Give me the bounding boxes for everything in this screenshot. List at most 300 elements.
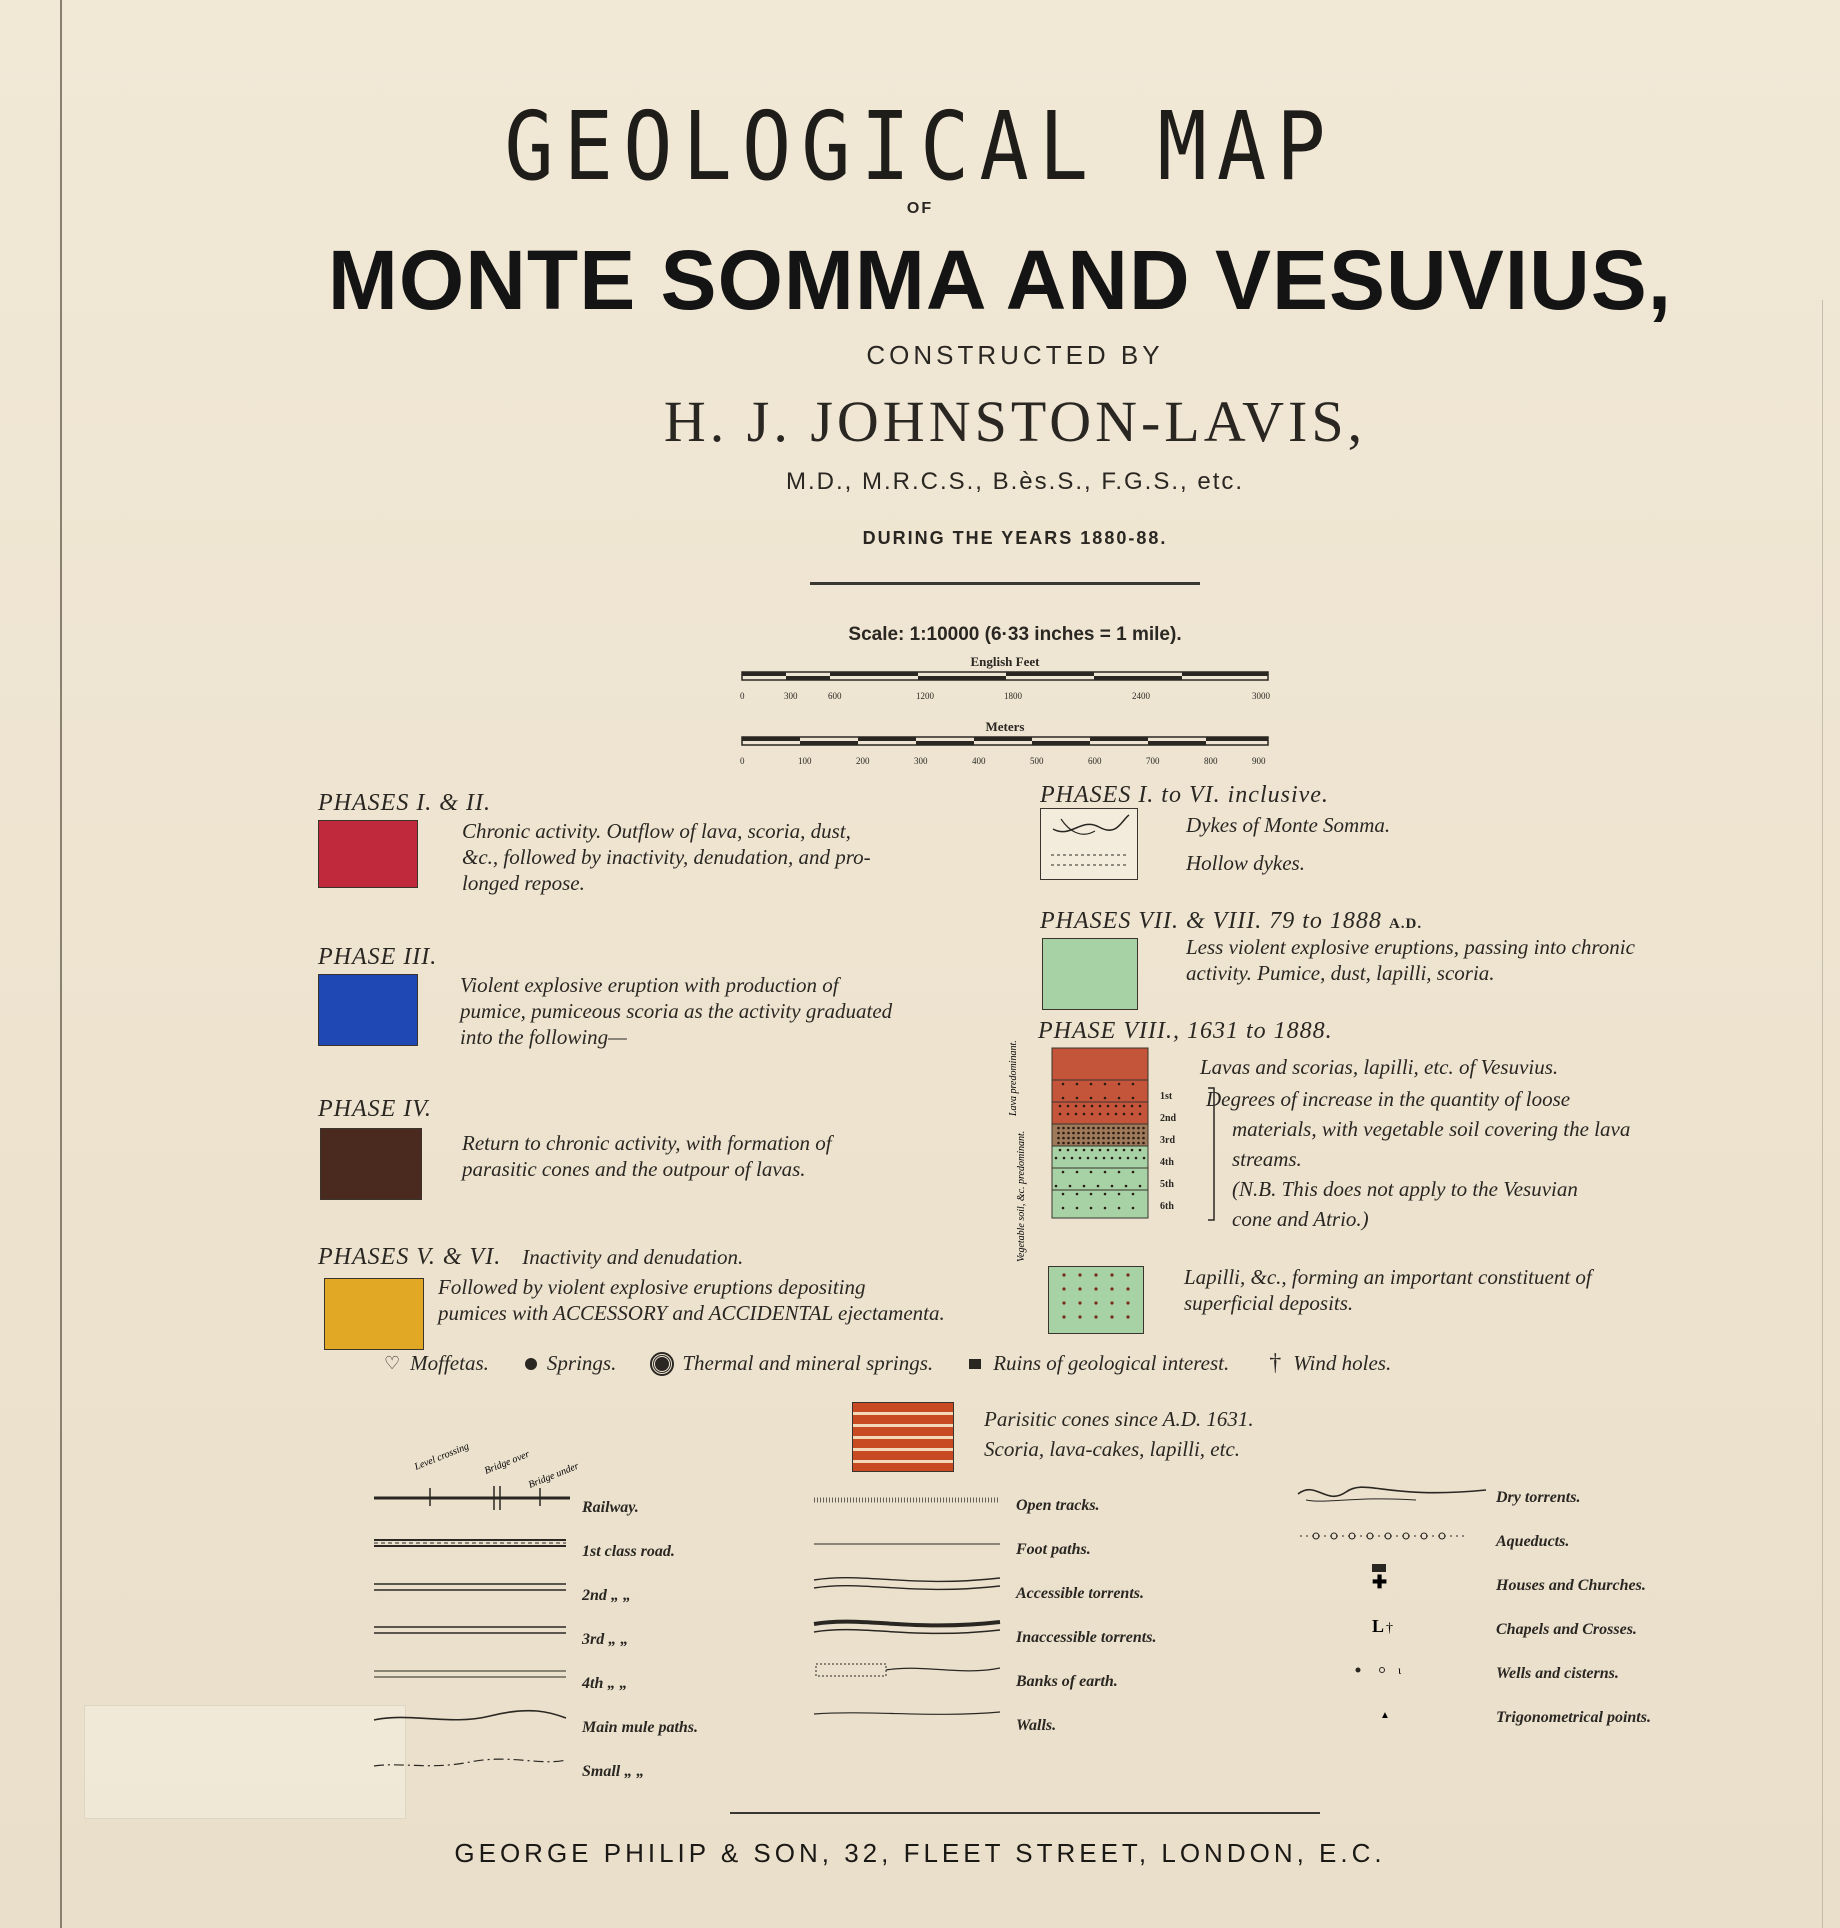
meter-tick: 0	[740, 756, 745, 766]
stack-dot	[1072, 1132, 1075, 1135]
legend-label: Banks of earth.	[1016, 1673, 1118, 1690]
feet-ticks	[740, 691, 1270, 709]
stack-dot	[1102, 1137, 1105, 1140]
feet-tick: 0	[740, 691, 745, 701]
stack-dot	[1057, 1137, 1060, 1140]
stack-dot	[1092, 1137, 1095, 1140]
phase-swatch	[318, 974, 418, 1046]
stack-dot	[1062, 1083, 1065, 1086]
phase-heading	[1040, 908, 1422, 935]
map-title-of: OF	[906, 200, 934, 217]
stack-dot	[1119, 1157, 1122, 1160]
stack-dot	[1132, 1127, 1135, 1130]
desc-line: Scoria, lava-cakes, lapilli, etc.	[984, 1437, 1241, 1461]
phase-heading: PHASES I. & II.	[318, 790, 491, 816]
lapilli-dot	[1094, 1315, 1097, 1318]
meters-scale-bar	[740, 735, 1270, 755]
ordinal: 3rd	[1160, 1135, 1175, 1146]
stack-dot	[1090, 1083, 1093, 1086]
stack-dot	[1087, 1127, 1090, 1130]
stack-dot	[1107, 1137, 1110, 1140]
desc-line: superficial deposits.	[1184, 1291, 1354, 1315]
stack-dot	[1055, 1157, 1058, 1160]
ordinals	[1160, 1086, 1176, 1218]
stack-dot	[1090, 1097, 1093, 1100]
stack-dot	[1142, 1127, 1145, 1130]
stack-dot	[1137, 1132, 1140, 1135]
meter-ticks	[740, 756, 1270, 774]
symbol-label: Ruins of geological interest.	[993, 1351, 1230, 1375]
stack-dot	[1097, 1132, 1100, 1135]
stack-dot	[1117, 1127, 1120, 1130]
stack-dot	[1118, 1207, 1121, 1210]
well-icon	[1356, 1668, 1361, 1673]
stack-dot	[1072, 1127, 1075, 1130]
stack-dot	[1079, 1157, 1082, 1160]
stack-dot	[1117, 1132, 1120, 1135]
lapilli-dot	[1126, 1301, 1129, 1304]
feet-tick: 600	[828, 691, 842, 701]
house-icon	[1372, 1564, 1386, 1572]
stack-dot	[1127, 1132, 1130, 1135]
scale-text: Scale: 1:10000 (6·33 inches = 1 mile).	[848, 624, 1182, 645]
legend-label: Inaccessible torrents.	[1016, 1629, 1157, 1646]
legend-label: Trigonometrical points.	[1496, 1709, 1651, 1726]
stack-layer	[1052, 1048, 1148, 1080]
hollow-dykes-label: Hollow dykes.	[1186, 851, 1305, 875]
lapilli-dot	[1078, 1287, 1081, 1290]
lapilli-dot	[1126, 1273, 1129, 1276]
left-legend-labels	[582, 1486, 698, 1794]
stack-dot	[1057, 1132, 1060, 1135]
stack-dot	[1062, 1132, 1065, 1135]
stack-dot	[1137, 1137, 1140, 1140]
cistern-icon	[1380, 1668, 1385, 1673]
ruin-icon	[969, 1359, 981, 1369]
desc-line: Less violent explosive eruptions, passing into chronic	[1186, 935, 1635, 959]
stack-dot	[1062, 1142, 1065, 1145]
stack-dot	[1112, 1137, 1115, 1140]
stack-dot	[1092, 1127, 1095, 1130]
stack-dot	[1139, 1105, 1142, 1108]
stack-dot	[1132, 1137, 1135, 1140]
desc-line: Degrees of increase in the quantity of loose	[1206, 1087, 1571, 1111]
phase-heading: PHASE IV.	[318, 1096, 432, 1122]
lavas-label: Lavas and scorias, lapilli, etc. of Vesuvius.	[1200, 1055, 1559, 1079]
lapilli-dot	[1126, 1287, 1129, 1290]
stack-dot	[1072, 1142, 1075, 1145]
lapilli-swatch	[1048, 1266, 1144, 1334]
title-rule	[810, 582, 1200, 585]
lapilli-dot	[1062, 1287, 1065, 1290]
stack-dot	[1102, 1142, 1105, 1145]
stack-dot	[1076, 1171, 1079, 1174]
ordinal: 1st	[1160, 1091, 1173, 1102]
stack-dot	[1107, 1105, 1110, 1108]
phase-description	[1186, 934, 1706, 986]
stack-dot	[1095, 1157, 1098, 1160]
phase-swatch	[1042, 938, 1138, 1010]
feet-tick: 1800	[1004, 691, 1022, 701]
stack-dot	[1067, 1113, 1070, 1116]
meter-tick: 800	[1204, 756, 1218, 766]
meter-tick: 100	[798, 756, 812, 766]
lapilli-dot	[1062, 1315, 1065, 1318]
legend-label: Dry torrents.	[1496, 1489, 1581, 1506]
stack-dot	[1143, 1157, 1146, 1160]
desc-line: pumice, pumiceous scoria as the activity graduated	[460, 999, 893, 1023]
feet-tick: 2400	[1132, 691, 1150, 701]
meters-label: Meters	[985, 719, 1025, 734]
side-label-lava: Lava predominant.	[1008, 1040, 1019, 1116]
lapilli-dot	[1078, 1315, 1081, 1318]
stack-dot	[1083, 1185, 1086, 1188]
legend-label: Railway.	[582, 1499, 639, 1516]
stack-dot	[1075, 1113, 1078, 1116]
stack-dot	[1118, 1171, 1121, 1174]
stack-dot	[1087, 1132, 1090, 1135]
lapilli-dot	[1110, 1315, 1113, 1318]
degrees-description	[1206, 1084, 1706, 1234]
stack-dot	[1067, 1127, 1070, 1130]
stack-dot	[1062, 1097, 1065, 1100]
desc-line: activity. Pumice, dust, lapilli, scoria.	[1186, 961, 1495, 985]
stack-dot	[1069, 1185, 1072, 1188]
author-degrees: M.D., M.R.C.S., B.ès.S., F.G.S., etc.	[785, 468, 1245, 495]
stack-dot	[1087, 1142, 1090, 1145]
legend-label: Small „ „	[582, 1763, 645, 1780]
desc-line: parasitic cones and the outpour of lavas.	[462, 1157, 806, 1181]
feet-tick: 300	[784, 691, 798, 701]
nb-line: cone and Atrio.)	[1232, 1207, 1369, 1231]
author-name: H. J. JOHNSTON-LAVIS,	[663, 389, 1367, 454]
phase-description	[438, 1274, 998, 1326]
stack-dot	[1092, 1132, 1095, 1135]
map-title-line1: GEOLOGICAL MAP	[504, 92, 1336, 203]
legend-label: Open tracks.	[1016, 1497, 1100, 1514]
stack-dot	[1123, 1149, 1126, 1152]
phase-heading-ad: A.D.	[1388, 916, 1423, 932]
church-icon: ✚	[1372, 1572, 1388, 1592]
desc-line: Parisitic cones since A.D. 1631.	[984, 1407, 1254, 1431]
sheet-border-line	[60, 0, 62, 1928]
phase-heading-text: PHASES VII. & VIII. 79 to 1888	[1040, 908, 1382, 934]
lapilli-dots	[1049, 1267, 1143, 1333]
stack-dot	[1082, 1142, 1085, 1145]
stack-dot	[1059, 1105, 1062, 1108]
lapilli-dot	[1126, 1315, 1129, 1318]
stack-dot	[1123, 1113, 1126, 1116]
stack-dot	[1137, 1142, 1140, 1145]
stack-dot	[1077, 1137, 1080, 1140]
chapel-icon: L	[1372, 1616, 1385, 1636]
stack-dot	[1071, 1157, 1074, 1160]
stack-dot	[1115, 1149, 1118, 1152]
stack-dot	[1107, 1132, 1110, 1135]
symbol-label: Wind holes.	[1293, 1351, 1392, 1375]
footer-rule	[730, 1812, 1320, 1814]
feet-tick: 1200	[916, 691, 934, 701]
stack-dot	[1097, 1137, 1100, 1140]
symbol-label: Springs.	[546, 1351, 617, 1375]
right-legend-labels	[1496, 1476, 1651, 1740]
stack-dot	[1062, 1127, 1065, 1130]
stack-dot	[1142, 1142, 1145, 1145]
legend-label: 3rd „ „	[582, 1631, 629, 1648]
stack-dot	[1107, 1113, 1110, 1116]
ordinal: 4th	[1160, 1157, 1174, 1168]
symbol-label: Moffetas.	[410, 1351, 489, 1375]
phase-description	[462, 1130, 992, 1182]
stack-dot	[1082, 1132, 1085, 1135]
stack-dot	[1131, 1149, 1134, 1152]
stack-dot	[1135, 1157, 1138, 1160]
stack-dot	[1075, 1105, 1078, 1108]
stack-dot	[1055, 1185, 1058, 1188]
stack-dot	[1137, 1127, 1140, 1130]
wind-hole-icon: †	[1269, 1350, 1282, 1376]
stack-dot	[1087, 1157, 1090, 1160]
stack-dot	[1132, 1193, 1135, 1196]
stack-dot	[1091, 1149, 1094, 1152]
stack-dot	[1099, 1113, 1102, 1116]
feet-scale-bar	[740, 670, 1270, 690]
stack-dot	[1122, 1142, 1125, 1145]
desc-line: pumices with ACCESSORY and ACCIDENTAL ejectamenta.	[438, 1301, 945, 1325]
stack-dot	[1097, 1185, 1100, 1188]
stack-dot	[1076, 1193, 1079, 1196]
stack-dot	[1107, 1142, 1110, 1145]
stack-dot	[1099, 1105, 1102, 1108]
stack-dot	[1102, 1127, 1105, 1130]
stack-dot	[1122, 1137, 1125, 1140]
stack-dot	[1122, 1127, 1125, 1130]
middle-line-samples	[812, 1480, 1008, 1730]
stack-dot	[1111, 1185, 1114, 1188]
symbol-label: Thermal and mineral springs.	[682, 1351, 934, 1375]
stack-dot	[1127, 1137, 1130, 1140]
stack-dot	[1062, 1137, 1065, 1140]
stack-dot	[1092, 1142, 1095, 1145]
stack-dot	[1072, 1137, 1075, 1140]
lapilli-dot	[1062, 1273, 1065, 1276]
stack-dot	[1112, 1142, 1115, 1145]
left-line-samples	[370, 1440, 580, 1790]
middle-legend-labels	[1016, 1484, 1156, 1748]
stack-dot	[1139, 1113, 1142, 1116]
desc-line: materials, with vegetable soil covering the lava	[1232, 1117, 1631, 1141]
stack-dot	[1103, 1157, 1106, 1160]
legend-label: Chapels and Crosses.	[1496, 1621, 1637, 1638]
stack-dot	[1099, 1149, 1102, 1152]
ordinal: 2nd	[1160, 1113, 1177, 1124]
meter-tick: 400	[972, 756, 986, 766]
phase-heading-text: PHASES V. & VI.	[318, 1244, 502, 1270]
legend-label: Main mule paths.	[582, 1719, 699, 1736]
dykes-swatch	[1040, 808, 1138, 880]
stack-dot	[1107, 1149, 1110, 1152]
stack-dot	[1117, 1137, 1120, 1140]
stack-dot	[1131, 1105, 1134, 1108]
stack-dot	[1132, 1207, 1135, 1210]
stack-dot	[1067, 1149, 1070, 1152]
stack-dot	[1112, 1127, 1115, 1130]
desc-line: into the following—	[460, 1025, 627, 1049]
stack-dot	[1077, 1132, 1080, 1135]
stack-dot	[1131, 1113, 1134, 1116]
stack-dot	[1104, 1083, 1107, 1086]
legend-label: Accessible torrents.	[1016, 1585, 1144, 1602]
phase-swatch	[324, 1278, 424, 1350]
meter-tick: 900	[1252, 756, 1266, 766]
scale-bars	[740, 654, 1270, 774]
stack-dot	[1122, 1132, 1125, 1135]
constructed-by: CONSTRUCTED BY	[866, 340, 1164, 370]
stack-dot	[1132, 1171, 1135, 1174]
phase-heading	[318, 1244, 743, 1271]
stack-dot	[1104, 1207, 1107, 1210]
stack-dot	[1115, 1105, 1118, 1108]
parasitic-swatch	[852, 1402, 954, 1472]
cross-icon: †	[1386, 1621, 1393, 1636]
phase-description	[462, 818, 982, 896]
moffeta-icon: ♡	[384, 1353, 401, 1373]
stack-dot	[1127, 1127, 1130, 1130]
stack-dot	[1104, 1193, 1107, 1196]
legend-label: Foot paths.	[1016, 1541, 1091, 1558]
stack-dot	[1104, 1171, 1107, 1174]
stack-dot	[1082, 1137, 1085, 1140]
stack-dot	[1091, 1113, 1094, 1116]
meter-tick: 600	[1088, 756, 1102, 766]
stack-dot	[1132, 1097, 1135, 1100]
desc-line: Chronic activity. Outflow of lava, scoria, dust,	[462, 819, 851, 843]
stack-dot	[1091, 1105, 1094, 1108]
stack-dot	[1090, 1171, 1093, 1174]
publisher-imprint: GEORGE PHILIP & SON, 32, FLEET STREET, LONDON, E.C.	[454, 1838, 1386, 1868]
desc-line: &c., followed by inactivity, denudation, and pro-	[462, 845, 871, 869]
stack-dot	[1062, 1193, 1065, 1196]
phase-heading: PHASE III.	[318, 944, 438, 970]
stack-dot	[1132, 1142, 1135, 1145]
stack-dot	[1132, 1132, 1135, 1135]
stack-dot	[1083, 1149, 1086, 1152]
lapilli-dot	[1110, 1301, 1113, 1304]
stack-dot	[1083, 1105, 1086, 1108]
lapilli-dot	[1094, 1301, 1097, 1304]
lapilli-dot	[1110, 1273, 1113, 1276]
phase-swatch	[318, 820, 418, 888]
stack-dot	[1132, 1083, 1135, 1086]
stack-dot	[1102, 1132, 1105, 1135]
phase-heading: PHASE VIII., 1631 to 1888.	[1038, 1018, 1333, 1044]
stack-dot	[1062, 1207, 1065, 1210]
survey-years: DURING THE YEARS 1880-88.	[862, 528, 1168, 548]
phase-heading-extra: Inactivity and denudation.	[522, 1245, 744, 1269]
stack-dot	[1063, 1157, 1066, 1160]
stack-dot	[1077, 1142, 1080, 1145]
stack-dot	[1118, 1083, 1121, 1086]
stack-dot	[1090, 1193, 1093, 1196]
dykes-pattern	[1041, 809, 1137, 879]
stack-dot	[1112, 1132, 1115, 1135]
stack-dot	[1097, 1127, 1100, 1130]
lapilli-dot	[1062, 1301, 1065, 1304]
stack-dot	[1104, 1097, 1107, 1100]
tape-patch	[84, 1705, 406, 1819]
legend-label: Walls.	[1016, 1717, 1057, 1734]
meter-tick: 500	[1030, 756, 1044, 766]
stack-dot	[1067, 1105, 1070, 1108]
phase-heading: PHASES I. to VI. inclusive.	[1040, 782, 1329, 808]
railway-annotation: Level crossing	[413, 1440, 471, 1473]
lapilli-dot	[1094, 1273, 1097, 1276]
stack-dot	[1075, 1149, 1078, 1152]
parasitic-description	[984, 1404, 1254, 1464]
legend-label: 4th „ „	[582, 1675, 628, 1692]
stack-dot	[1059, 1113, 1062, 1116]
ordinal: 6th	[1160, 1201, 1174, 1212]
feet-tick: 3000	[1252, 691, 1270, 701]
stack-dot	[1082, 1127, 1085, 1130]
phase-swatch	[320, 1128, 422, 1200]
right-line-samples	[1296, 1470, 1496, 1740]
desc-line: Lapilli, &c., forming an important constituent of	[1184, 1265, 1592, 1289]
stack-dot	[1067, 1132, 1070, 1135]
lapilli-dot	[1078, 1301, 1081, 1304]
feet-label: English Feet	[970, 654, 1040, 669]
lapilli-dot	[1078, 1273, 1081, 1276]
stack-dot	[1115, 1113, 1118, 1116]
map-title-line2: MONTE SOMMA AND VESUVIUS,	[327, 233, 1673, 327]
stack-dot	[1067, 1137, 1070, 1140]
stack-dot	[1127, 1157, 1130, 1160]
railway-annotation: Bridge over	[483, 1448, 532, 1477]
stack-dot	[1090, 1207, 1093, 1210]
stack-dot	[1087, 1137, 1090, 1140]
nb-line: (N.B. This does not apply to the Vesuvian	[1232, 1177, 1578, 1201]
side-label-soil: Vegetable soil, &c. predominant.	[1016, 1130, 1027, 1262]
railway-annotation: Bridge under	[527, 1460, 581, 1491]
stack-dot	[1077, 1127, 1080, 1130]
stack-dot	[1097, 1142, 1100, 1145]
stack-dot	[1118, 1193, 1121, 1196]
cistern-mark-icon: ι	[1398, 1663, 1402, 1677]
trig-point-icon: ▲	[1380, 1710, 1390, 1721]
desc-line: Violent explosive eruption with production of	[460, 973, 839, 997]
symbols-row	[384, 1350, 1584, 1377]
stack-dot	[1117, 1142, 1120, 1145]
desc-line: Followed by violent explosive eruptions depositing	[438, 1275, 866, 1299]
stack-dot	[1118, 1097, 1121, 1100]
stack-dot	[1059, 1149, 1062, 1152]
lapilli-dot	[1110, 1287, 1113, 1290]
stack-dot	[1076, 1083, 1079, 1086]
stack-dot	[1057, 1127, 1060, 1130]
stack-dot	[1057, 1142, 1060, 1145]
desc-line: Return to chronic activity, with formation of	[462, 1131, 832, 1155]
spring-icon	[525, 1358, 537, 1370]
lapilli-description	[1184, 1264, 1704, 1316]
dykes-label: Dykes of Monte Somma.	[1186, 813, 1391, 837]
legend-label: Houses and Churches.	[1496, 1577, 1646, 1594]
stack-dot	[1111, 1157, 1114, 1160]
stack-dot	[1076, 1207, 1079, 1210]
lapilli-dot	[1094, 1287, 1097, 1290]
legend-label: Wells and cisterns.	[1496, 1665, 1619, 1682]
meter-tick: 200	[856, 756, 870, 766]
thermal-spring-icon	[652, 1354, 672, 1374]
